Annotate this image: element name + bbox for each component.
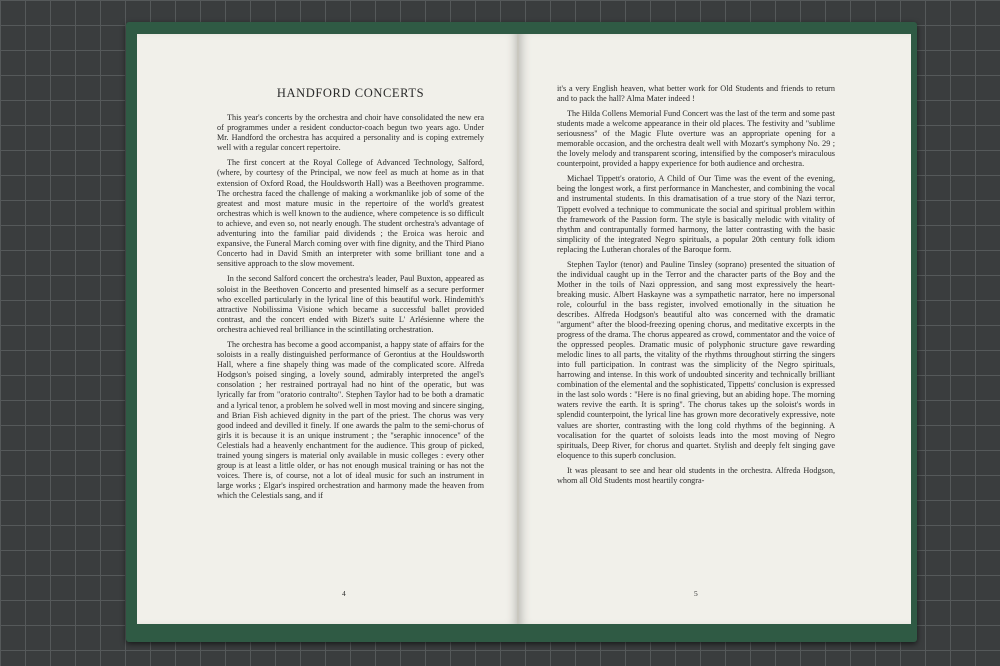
page-number: 4: [342, 589, 346, 598]
paragraph: The Hilda Collens Memorial Fund Concert was the last of the term and some past students made a welcome appearance in their old places. The festivity and "sublime seriousness" of the Magic Flute overture was an appropriate opening for a memorable occasion, and the orchestra dealt well with Mozart's symphony No. 29 ; the lovely melody and transparent scoring, intensified by the composer's miraculous counterpoint, provided a happy experience for both audience and orchestra.: [557, 109, 835, 169]
left-page: [137, 34, 518, 624]
page-title: HANDFORD CONCERTS: [276, 86, 425, 100]
paragraph: This year's concerts by the orchestra and choir have consolidated the new era of programmes under a resident conductor-coach begun two years ago. Under Mr. Handford the orchestra has acquired a personality and is coping extremely well with a regular concert repertoire.: [217, 113, 484, 153]
right-page: [519, 34, 911, 624]
paragraph: In the second Salford concert the orchestra's leader, Paul Buxton, appeared as soloist in the Beethoven Concerto and presented himself as a secure performer who excelled particularly in the lyrical line of this beautiful work. Hindemith's attractive Nobilissima Visione which became a successful ballet provided contrast, and the concert ended with Bizet's suite L' Arlésienne where the orchestra achieved real brilliance in the scintillating orchestration.: [217, 274, 484, 334]
paragraph: Michael Tippett's oratorio, A Child of Our Time was the event of the evening, being the longest work, a first performance in Manchester, and combining the vocal and instrumental students. In this dramatisation of a true story of the Nazi terror, Tippett evolved a technique to communicate the social and spiritual problem within the framework of the Passion form. The style is basically melodic with vitality of rhythm and contrapuntally formed harmony, the latter contrasting with the basic simplicity of the integrated Negro spirituals, a popular 20th century folk idiom replacing the Lutheran chorales of the Baroque form.: [557, 174, 835, 254]
paragraph: it's a very English heaven, what better work for Old Students and friends to return and to pack the hall? Alma Mater indeed !: [557, 84, 835, 104]
paragraph: The orchestra has become a good accompanist, a happy state of affairs for the soloists in a really distinguished performance of Gerontius at the Houldsworth Hall, where a fine shapely thing was made of the complicated score. Alfreda Hodgson's poised singing, a lovely sound, admirably interpreted the angel's consolation ; her restrained portrayal had no hint of the operatic, but was lyrically far from "oratorio contralto". Stephen Taylor had to be both a dramatic and a lyrical tenor, a problem he solved well in most moving and sincere singing, and Brian Fish achieved dignity in the part of the priest. The chorus was very good indeed and devilled it finely. If one awards the palm to the semi-chorus of girls it is because it is an unique instrument ; the "seraphic innocence" of the Celestials had a heavenly enchantment for the audience. This group of picked, trained young singers is material only available in music colleges : every other group is at least a little older, or has not enough musical training or has not the voices. There is, of course, not a lot of ideal music for such an instrument in large works ; Elgar's inspired orchestration and harmony made the heaven from which the Celestials sang, and if: [217, 339, 484, 501]
paragraph: The first concert at the Royal College of Advanced Technology, Salford, (where, by courtesy of the Principal, we now feel as much at home as in that extension of Oxford Road, the Houldsworth Hall) was a Beethoven programme. The orchestra faced the challenge of making a workmanlike job of some of the greatest and most mature music in the repertoire of the world's greatest orchestras which is well known to the audience, where competence is so difficult to achieve, and even so, not nearly enough. The student orchestra's advantage of adventuring into the familiar paid dividends ; the Eroica was heroic and expansive, the Funeral March coming over with fine dignity, and the Third Piano Concerto had in David Smith an interpreter with some brilliant tone and a sensitive approach to the slow movement.: [217, 158, 484, 269]
paragraph: Stephen Taylor (tenor) and Pauline Tinsley (soprano) presented the situation of the individual caught up in the Terror and the character parts of the Boy and the Mother in the toils of Nazi oppression, and sang most expressively the heart-breaking music. Albert Haskayne was a sympathetic narrator, here no impersonal role, colourful in the bass register, involved emotionally in the situation he describes. Alfreda Hodgson's beautiful alto was concerned with the dramatic "argument" after the blood-freezing opening chorus, and meditative excerpts in the progress of the drama. The chorus appeared as crowd, commentator and the voice of the oppressed peoples. Dramatic music of polyphonic structure gave rewarding melodic lines to all parts, the vitality of the rhythms throughout stirring the singers into full participation. In contrast was the simplicity of the Negro spirituals, harrowing and intense. In this work of undoubted sincerity and technically brilliant combination of the elemental and the sophisticated, Tippetts' conclusion is expressed in the last solo words : "Here is no final grieving, but an abiding hope. The morning waters revive the earth. It is spring". The chorus takes up the soloist's words in splendid counterpoint, the lyrical line has grown more decoratively expressive, note values are shorter, contrasting with the long cold rhythms of the beginning. A vocalisation for the quartet of soloists leads into the most moving of Negro spirituals, Deep River, for chorus and quartet. Stylish and deeply felt singing gave eloquence to this superb conclusion.: [557, 259, 835, 460]
paragraph: It was pleasant to see and hear old students in the orchestra. Alfreda Hodgson, whom all Old Students most heartily congra-: [557, 465, 835, 485]
page-number: 5: [694, 589, 698, 598]
